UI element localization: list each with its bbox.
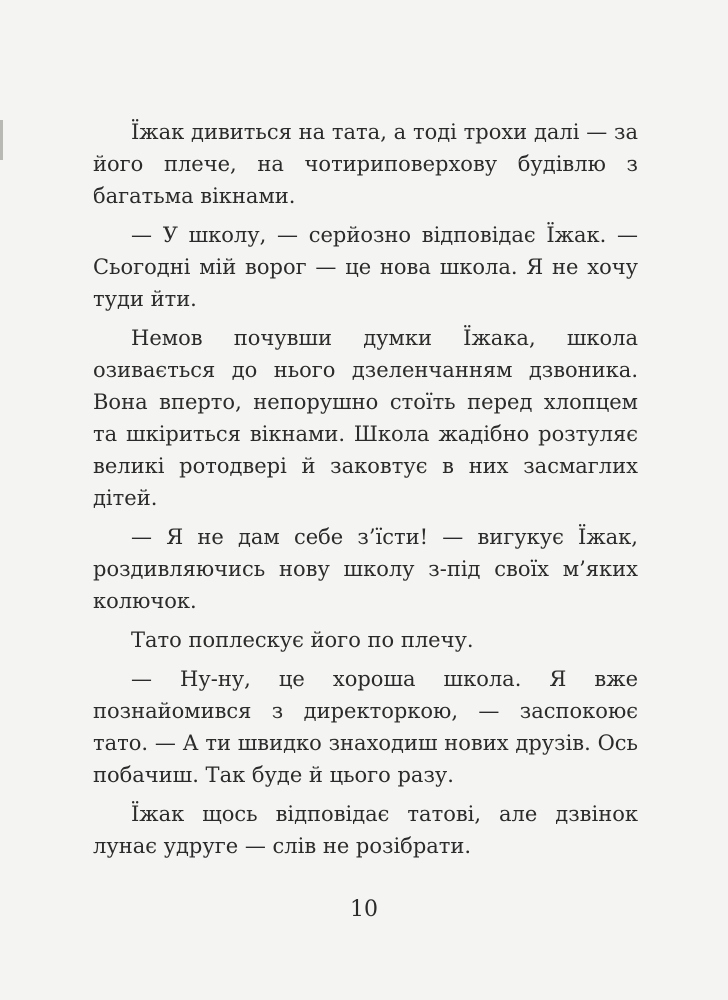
paragraph: — Ну-ну, це хороша школа. Я вже познайомився з директоркою, — заспокоює тато. — А ти швидко знаходиш нових друзів. Ось побачиш. Так буде й цього разу. <box>93 667 638 787</box>
body-text <box>93 116 638 869</box>
paragraph: Тато поплескує його по плечу. <box>131 628 474 652</box>
paragraph: — У школу, — серйозно відповідає Їжак. — Сьогодні мій ворог — це нова школа. Я не хочу туди йти. <box>93 223 638 311</box>
page-number: 10 <box>350 897 378 922</box>
paragraph: Їжак дивиться на тата, а тоді трохи далі — за його плече, на чотириповерхову будівлю з багатьма вікнами. <box>93 120 638 208</box>
paragraph: — Я не дам себе з’їсти! — вигукує Їжак, роздивляючись нову школу з-під своїх м’яких колючок. <box>93 525 638 613</box>
paragraph: Немов почувши думки Їжака, школа озивається до нього дзеленчанням дзвоника. Вона вперто, непорушно стоїть перед хлопцем та шкіриться вікнами. Школа жадібно розтуляє великі ротодвері й заковтує в них засмаглих дітей. <box>93 326 638 510</box>
paragraph: Їжак щось відповідає татові, але дзвінок лунає удруге — слів не розібрати. <box>93 802 638 858</box>
page-edge-mark <box>0 120 3 160</box>
